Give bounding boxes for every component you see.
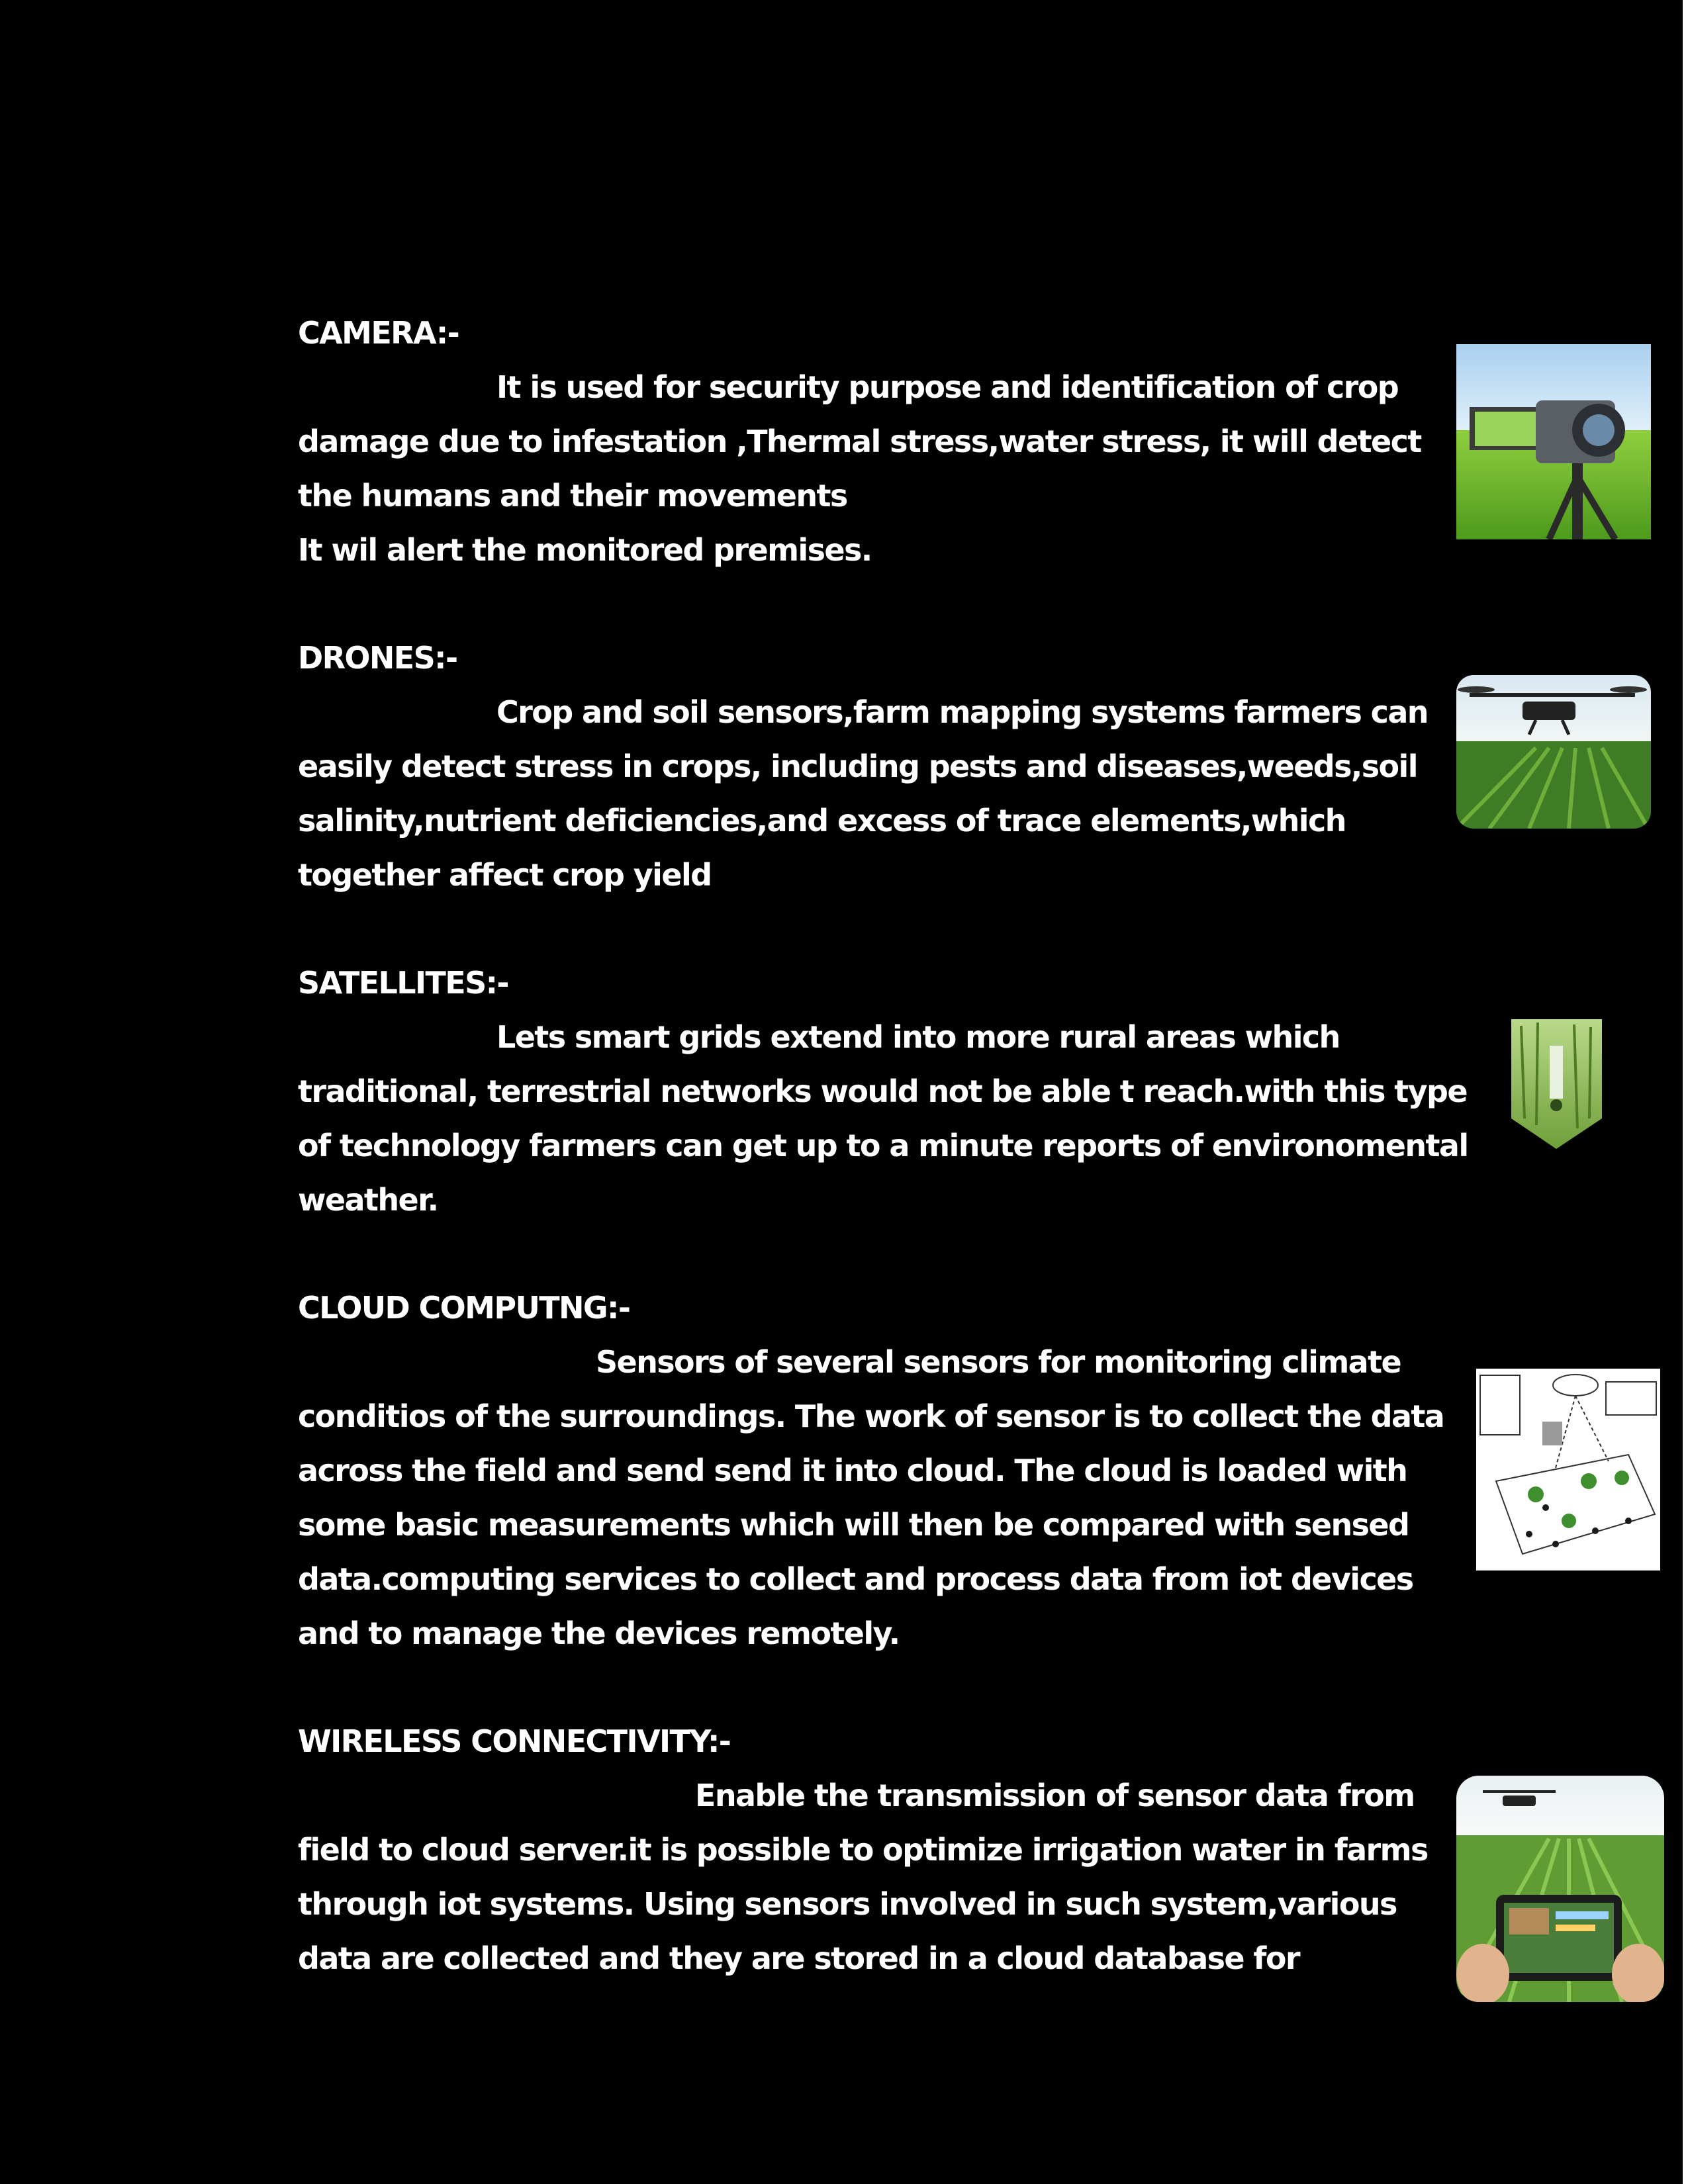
paragraph-line: damage due to infestation ,Thermal stress,water stress, it will detect (298, 424, 1421, 459)
satellite-image (1511, 1019, 1602, 1149)
section-heading: CAMERA:- (298, 315, 459, 351)
section-drones (298, 631, 1428, 902)
paragraph-line: data are collected and they are stored in a cloud database for (298, 1940, 1299, 1976)
paragraph-line: Sensors of several sensors for monitoring climate (596, 1344, 1401, 1380)
paragraph-line: It is used for security purpose and identification of crop (496, 369, 1399, 405)
paragraph-line: together affect crop yield (298, 857, 712, 893)
paragraph-line: the humans and their movements (298, 478, 847, 514)
paragraph-line: easily detect stress in crops, including pests and diseases,weeds,soil (298, 749, 1417, 784)
section-heading: CLOUD COMPUTNG:- (298, 1290, 630, 1326)
drone-image (1456, 675, 1651, 829)
paragraph-line: conditios of the surroundings. The work of sensor is to collect the data (298, 1398, 1444, 1434)
paragraph-line: Enable the transmission of sensor data from (695, 1778, 1415, 1813)
section-heading: WIRELESS CONNECTIVITY:- (298, 1723, 731, 1759)
paragraph-line: data.computing services to collect and process data from iot devices (298, 1561, 1413, 1597)
camera-image (1456, 344, 1651, 539)
paragraph-line: and to manage the devices remotely. (298, 1615, 900, 1651)
section-heading: DRONES:- (298, 640, 457, 676)
paragraph-line: field to cloud server.it is possible to optimize irrigation water in farms (298, 1832, 1428, 1868)
paragraph-line: through iot systems. Using sensors involved in such system,various (298, 1886, 1397, 1922)
paragraph-line: Crop and soil sensors,farm mapping systems farmers can (496, 694, 1428, 730)
paragraph-line: of technology farmers can get up to a minute reports of environomental (298, 1128, 1468, 1163)
paragraph-line: across the field and send send it into cloud. The cloud is loaded with (298, 1453, 1407, 1488)
wireless-image (1456, 1776, 1664, 2002)
section-cloud-computing (298, 1281, 1444, 1661)
paragraph-line: traditional, terrestrial networks would not be able t reach.with this type (298, 1073, 1467, 1109)
section-camera (298, 306, 1421, 577)
paragraph-line: some basic measurements which will then be compared with sensed (298, 1507, 1409, 1543)
paragraph-line: salinity,nutrient deficiencies,and excess of trace elements,which (298, 803, 1346, 839)
section-satellites (298, 956, 1468, 1227)
page-edge (1683, 0, 1688, 2184)
section-wireless-connectivity (298, 1714, 1428, 1985)
paragraph-line: weather. (298, 1182, 438, 1218)
section-heading: SATELLITES:- (298, 965, 508, 1001)
paragraph-line: It wil alert the monitored premises. (298, 532, 872, 568)
paragraph-line: Lets smart grids extend into more rural areas which (496, 1019, 1340, 1055)
sensor-network-diagram (1476, 1369, 1660, 1570)
